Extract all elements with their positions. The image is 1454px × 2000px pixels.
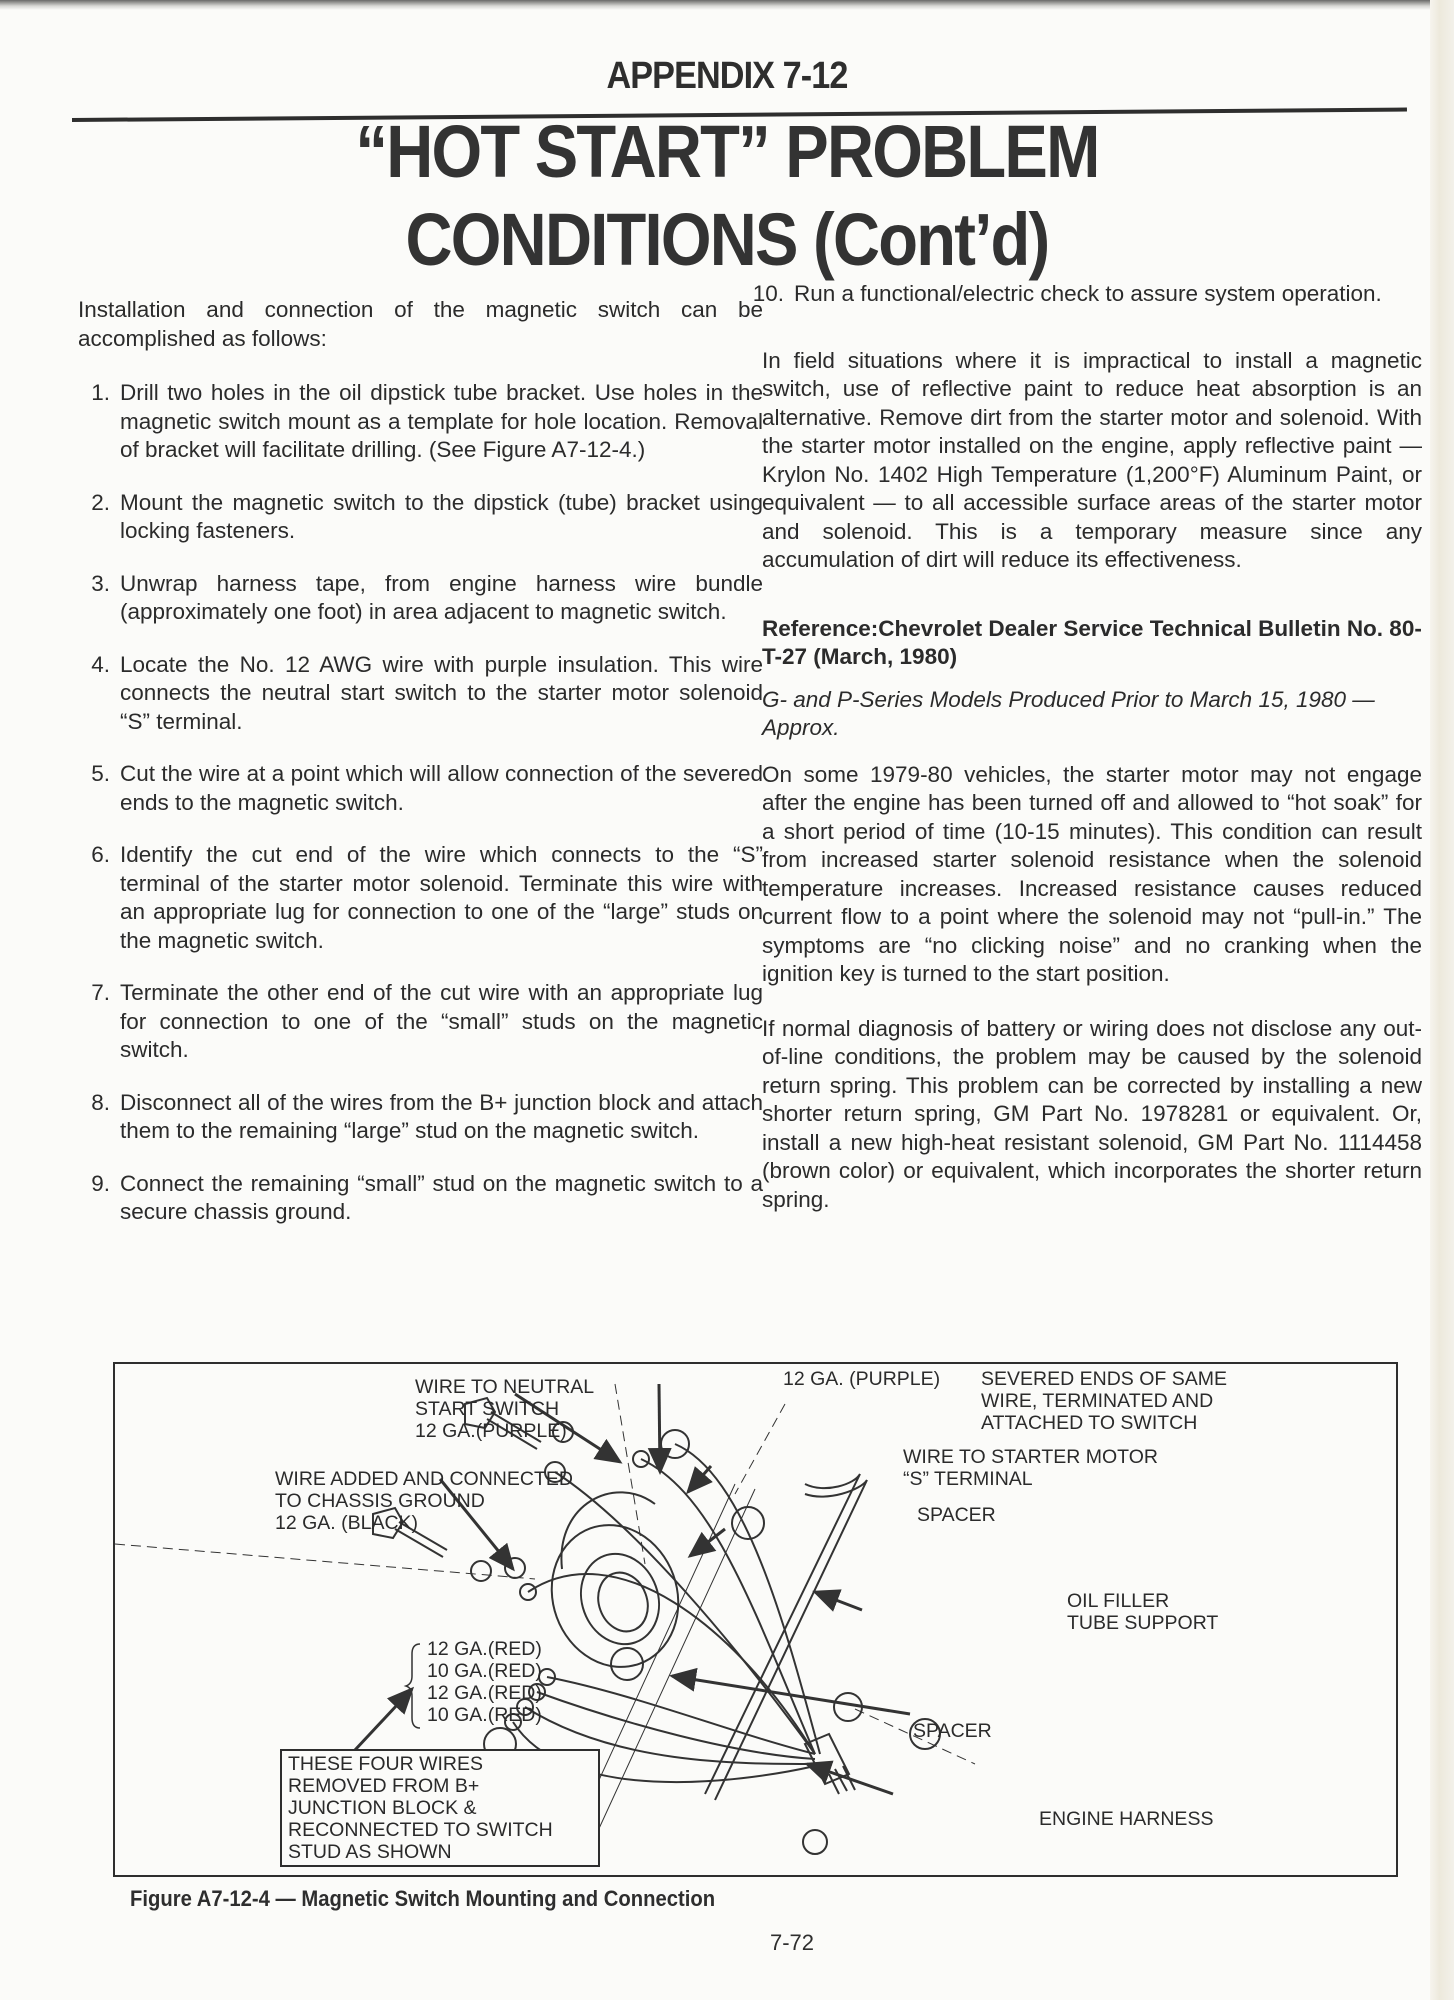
label-wire-to-neutral — [415, 1376, 594, 1442]
list-item — [78, 841, 763, 955]
note-line: STUD AS SHOWN — [288, 1841, 452, 1863]
step-number: 7. — [91, 980, 110, 1005]
label-line: WIRE TO NEUTRAL — [415, 1376, 595, 1398]
label-engine-harness: ENGINE HARNESS — [1039, 1808, 1214, 1830]
list-item — [78, 1089, 763, 1146]
label-line: 12 GA. (BLACK) — [275, 1512, 419, 1534]
note-box-four-wires — [280, 1749, 600, 1867]
label-line: OIL FILLER — [1067, 1590, 1170, 1612]
left-column — [78, 296, 763, 1251]
brace-bracket — [406, 1644, 420, 1728]
title-line-2: CONDITIONS (Cont’d) — [405, 198, 1049, 281]
note-line: REMOVED FROM B+ — [288, 1775, 480, 1797]
label-line: START SWITCH — [415, 1398, 560, 1420]
step-number: 1. — [91, 380, 110, 405]
fix-paragraph: If normal diagnosis of battery or wiring does not disclose any out-of-line conditions, the problem may be caused by the solenoid return spring. This problem can be corrected by installing a new shorter return spring, GM Part No. 1978281 or equivalent. Or, install a new high-heat resistant solenoid, GM Part No. 1114458 (brown color) or equivalent, which incorporates the shorter return spring. — [762, 1015, 1422, 1212]
scan-top-edge — [0, 0, 1454, 10]
note-line: RECONNECTED TO SWITCH — [288, 1819, 553, 1841]
label-line: WIRE ADDED AND CONNECTED — [275, 1468, 573, 1490]
step-number: 3. — [91, 570, 110, 596]
reflective-paint-paragraph: In field situations where it is impractical to install a magnetic switch, use of reflective paint to reduce heat absorption is an alternative. Remove dirt from the starter motor and solenoid. With the starter motor installed on the engine, apply reflective paint — Krylon No. 1402 High Temperature (1,200°F) Aluminum Paint, or equivalent — to all accessible surface areas of the starter motor and solenoid. This is a temporary measure since any accumulation of dirt will reduce its effectiveness. — [762, 347, 1422, 572]
label-purple-wire: 12 GA. (PURPLE) — [783, 1368, 941, 1390]
step-number: 8. — [91, 1089, 110, 1115]
step-text: Unwrap harness tape, from engine harness wire bundle (approximately one foot) in area adjacent to magnetic switch. — [120, 570, 763, 624]
right-column — [752, 280, 1422, 1240]
step-number: 9. — [91, 1170, 110, 1196]
label-line: 12 GA.(RED) — [427, 1638, 542, 1660]
label-spacer-bottom: SPACER — [913, 1720, 992, 1742]
step-number: 10. — [752, 281, 784, 306]
label-spacer-top: SPACER — [917, 1504, 996, 1526]
step-text: Terminate the other end of the cut wire with an appropriate lug for connection to one of the “small” studs on the magnetic switch. — [120, 980, 763, 1062]
label-line: 10 GA.(RED) — [427, 1660, 542, 1682]
title-line-1: “HOT START” PROBLEM — [355, 110, 1099, 193]
note-line: JUNCTION BLOCK & — [288, 1797, 477, 1819]
list-item — [78, 651, 763, 737]
list-item — [78, 1170, 763, 1227]
scan-binding-edge — [1430, 0, 1454, 2000]
label-line: 12 GA.(PURPLE) — [415, 1420, 567, 1442]
page-title — [0, 108, 1454, 284]
symptoms-paragraph: On some 1979-80 vehicles, the starter motor may not engage after the engine has been turned off and allowed to “hot soak” for a short period of time (10-15 minutes). This condition can result from increased starter solenoid resistance when the solenoid temperature increases. Increased resistance causes reduced current flow to a point where the solenoid may not “pull-in.” The symptoms are “no clicking noise” and no cranking when the ignition key is turned to the start position. — [762, 761, 1422, 986]
leader-arrows — [355, 1384, 910, 1794]
appendix-heading: APPENDIX 7-12 — [606, 55, 848, 97]
list-item — [78, 979, 763, 1065]
label-oil-filler-tube — [1067, 1590, 1218, 1634]
reference-heading: Reference:Chevrolet Dealer Service Technical Bulletin No. 80-T-27 (March, 1980) — [762, 615, 1422, 669]
step-text: Locate the No. 12 AWG wire with purple insulation. This wire connects the neutral start switch to the starter motor solenoid “S” terminal. — [120, 651, 763, 734]
figure-caption: Figure A7-12-4 — Magnetic Switch Mounting and Connection — [130, 1886, 716, 1911]
label-line: ATTACHED TO SWITCH — [981, 1412, 1198, 1434]
label-line: WIRE TO STARTER MOTOR — [903, 1446, 1158, 1468]
list-item — [78, 570, 763, 627]
label-severed-ends — [981, 1368, 1227, 1434]
step-text: Identify the cut end of the wire which connects to the “S” terminal of the starter motor solenoid. Terminate this wire with an appropriate lug for connection to one of the “large” studs on the magnetic switch. — [120, 842, 763, 953]
label-line: TUBE SUPPORT — [1067, 1612, 1219, 1634]
step-text: Drill two holes in the oil dipstick tube bracket. Use holes in the magnetic switch mount as a template for hole location. Removal of bracket will facilitate drilling. (See Figure A7-12-4.) — [120, 380, 763, 462]
label-line: TO CHASSIS GROUND — [275, 1490, 485, 1512]
list-item — [752, 280, 1422, 309]
step-text: Mount the magnetic switch to the dipstick (tube) bracket using locking fasteners. — [120, 489, 763, 543]
step-number: 5. — [91, 761, 110, 786]
label-line: 10 GA.(RED) — [427, 1704, 542, 1726]
label-red-wires — [427, 1638, 542, 1726]
label-line: SEVERED ENDS OF SAME — [981, 1368, 1227, 1390]
label-line: WIRE, TERMINATED AND — [981, 1390, 1214, 1412]
step-number: 2. — [91, 489, 110, 515]
list-item — [78, 760, 763, 817]
label-starter-terminal — [903, 1446, 1158, 1490]
step-number: 4. — [91, 651, 110, 677]
step-text: Connect the remaining “small” stud on the magnetic switch to a secure chassis ground. — [120, 1170, 763, 1224]
figure-magnetic-switch — [113, 1362, 1398, 1877]
step-number: 6. — [91, 842, 110, 867]
label-chassis-ground — [275, 1468, 573, 1534]
reference-subheading: G- and P-Series Models Produced Prior to March 15, 1980 — Approx. — [762, 686, 1375, 740]
note-line: THESE FOUR WIRES — [288, 1753, 484, 1775]
intro-paragraph: Installation and connection of the magnetic switch can be accomplished as follows: — [78, 297, 763, 351]
step-text: Cut the wire at a point which will allow connection of the severed ends to the magnetic switch. — [120, 761, 763, 815]
step-text: Run a functional/electric check to assure system operation. — [794, 281, 1382, 306]
list-item — [78, 379, 763, 465]
label-line: 12 GA.(RED) — [427, 1682, 542, 1704]
step-text: Disconnect all of the wires from the B+ junction block and attach them to the remaining “large” stud on the magnetic switch. — [120, 1089, 763, 1143]
label-line: “S” TERMINAL — [903, 1468, 1033, 1490]
list-item — [78, 489, 763, 546]
page-number: 7-72 — [770, 1930, 815, 1955]
